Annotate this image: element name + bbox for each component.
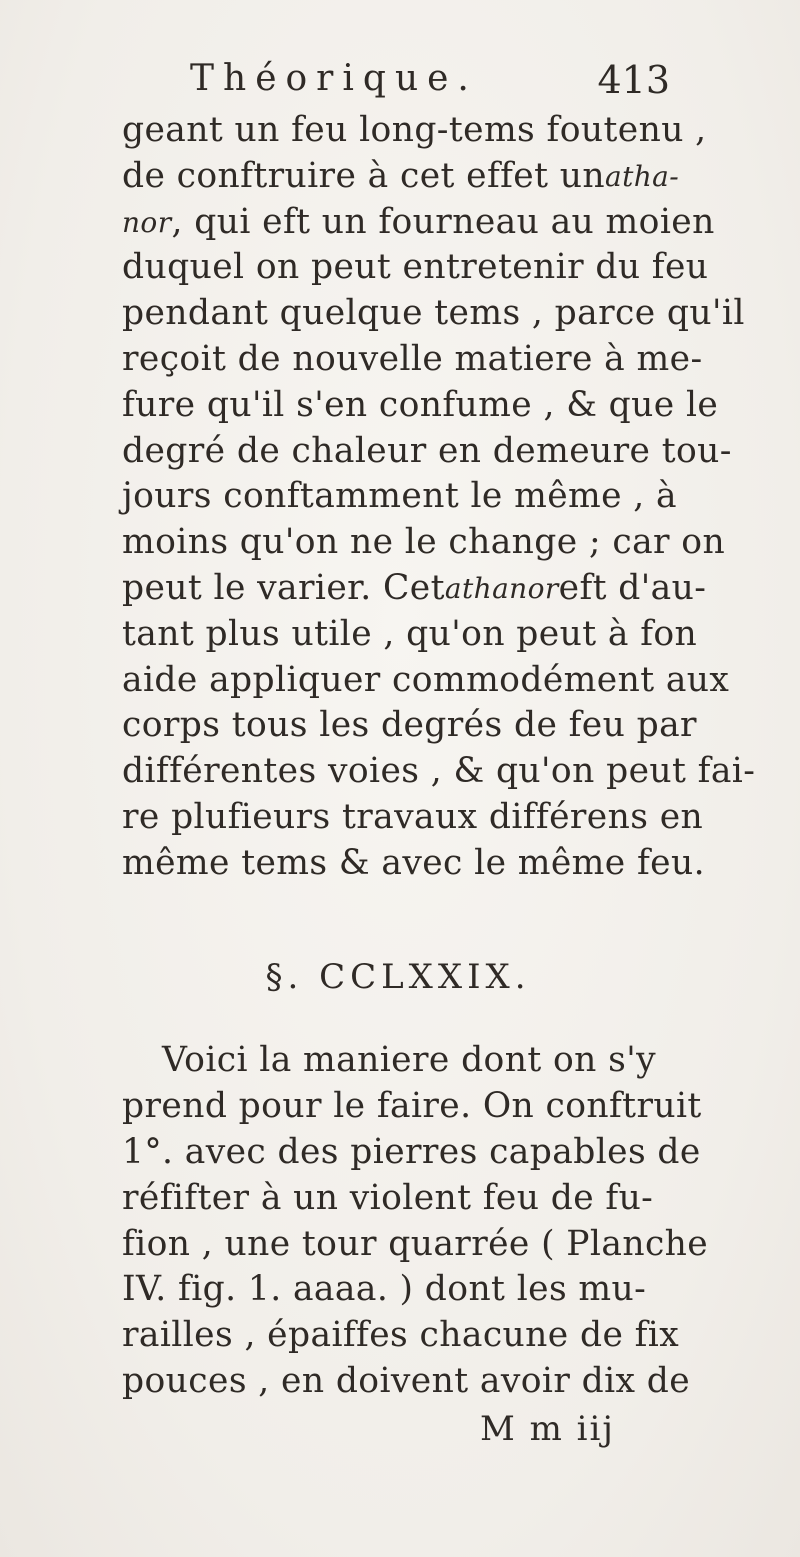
signature-mark: M m iij — [480, 1409, 615, 1449]
text-line: peut le varier. Cet athanor eft d'au- — [122, 567, 707, 608]
text-line: geant un feu long-tems foutenu , — [122, 110, 707, 150]
text-line: fure qu'il s'en confume , & que le — [122, 384, 719, 425]
page-number: 413 — [597, 58, 670, 102]
text-line: prend pour le faire. On conftruit — [122, 1086, 702, 1127]
text-line: corps tous les degrés de feu par — [122, 705, 697, 746]
text-line: aide appliquer commodément aux — [122, 659, 730, 700]
text-line: réfifter à un violent feu de fu- — [122, 1177, 654, 1218]
text-line: même tems & avec le même feu. — [122, 842, 705, 883]
text-line: fion , une tour quarrée ( Planche — [122, 1223, 709, 1264]
text-line: Voici la maniere dont on s'y — [162, 1040, 657, 1081]
text-line: duquel on peut entretenir du feu — [122, 247, 709, 288]
text-line: re plufieurs travaux différens en — [122, 796, 704, 837]
text-line: tant plus utile , qu'on peut à fon — [122, 613, 698, 654]
text-line: pouces , en doivent avoir dix de — [122, 1360, 691, 1401]
text-body — [122, 108, 756, 1405]
section-heading: §. CCLXXIX. — [265, 956, 531, 997]
text-line: pendant quelque tems , parce qu'il — [122, 293, 745, 334]
text-line: degré de chaleur en demeure tou- — [122, 430, 732, 471]
text-line: différentes voies , & qu'on peut fai- — [122, 751, 756, 792]
text-line: railles , épaiffes chacune de fix — [122, 1315, 680, 1356]
text-line: de conftruire à cet effet un atha- — [122, 155, 680, 196]
text-line: nor , qui eft un fourneau au moien — [122, 201, 715, 242]
page-header — [190, 58, 670, 108]
text-line: 1°. avec des pierres capables de — [122, 1131, 701, 1172]
text-line: jours conftamment le même , à — [122, 476, 678, 517]
text-line: moins qu'on ne le change ; car on — [122, 522, 726, 563]
text-line: reçoit de nouvelle matiere à me- — [122, 338, 703, 379]
running-title: Théorique. — [190, 58, 478, 99]
text-line: IV. fig. 1. aaaa. ) dont les mu- — [122, 1269, 647, 1310]
